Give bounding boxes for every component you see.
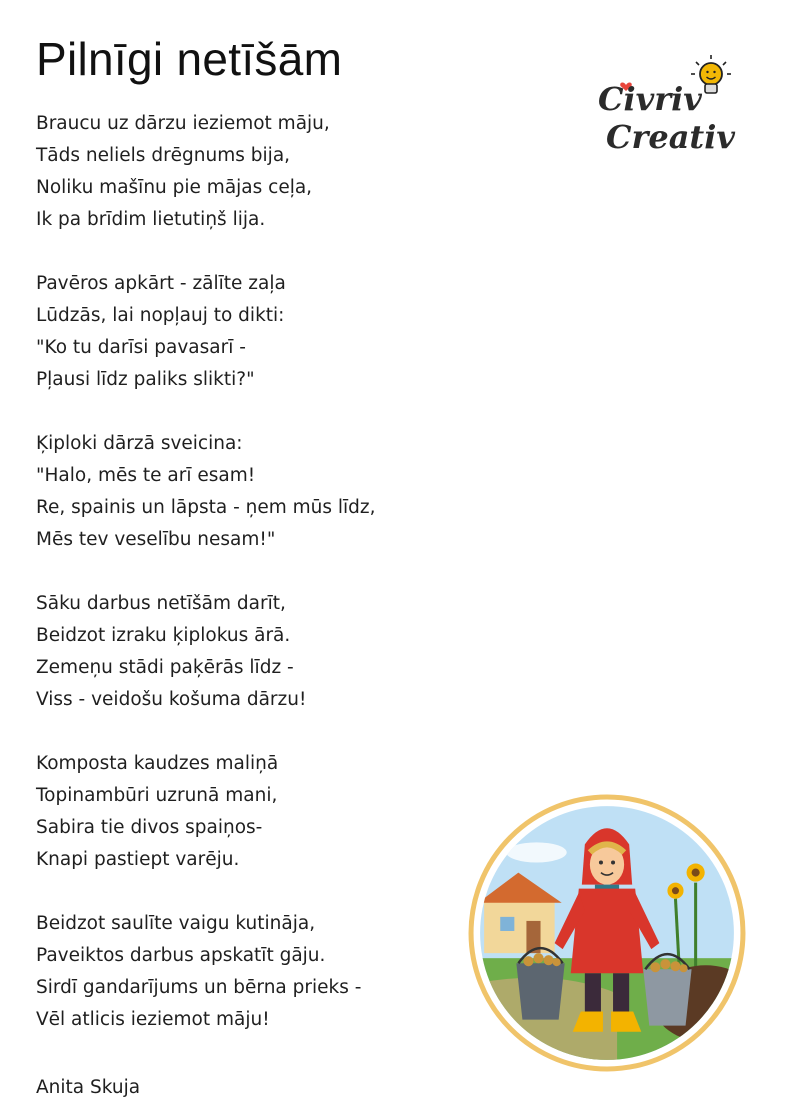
- poem-line: Re, spainis un lāpsta - ņem mūs līdz,: [36, 497, 376, 518]
- poem-line: Braucu uz dārzu ieziemot māju,: [36, 113, 330, 134]
- page-title: Pilnīgi netīšām: [36, 33, 343, 85]
- poem-line: Ik pa brīdim lietutiņš lija.: [36, 209, 266, 230]
- poem-line: Viss - veidošu košuma dārzu!: [36, 689, 307, 710]
- author-name: Anita Skuja: [36, 1077, 141, 1098]
- poem-line: Topinambūri uzrunā mani,: [36, 785, 278, 806]
- poem-line: Komposta kaudzes maliņā: [36, 753, 279, 774]
- poem-line: Noliku mašīnu pie mājas ceļa,: [36, 177, 313, 198]
- cloud: [506, 842, 566, 862]
- poem-line: Sāku darbus netīšām darīt,: [36, 593, 286, 614]
- poem-line: Mēs tev veselību nesam!": [36, 529, 276, 550]
- poem-line: "Ko tu darīsi pavasarī -: [36, 337, 246, 358]
- poem-line: Paveiktos darbus apskatīt gāju.: [36, 945, 326, 966]
- logo-line1: Civriv: [598, 80, 702, 118]
- poem-line: Sabira tie divos spaiņos-: [36, 817, 263, 838]
- civriv-creativ-logo: [594, 52, 744, 162]
- gardener-illustration: [466, 792, 748, 1074]
- poem-line: Pavēros apkārt - zālīte zaļa: [36, 273, 286, 294]
- stanza: [36, 588, 456, 716]
- poem-line: Zemeņu stādi paķērās līdz -: [36, 657, 294, 678]
- poem-line: "Halo, mēs te arī esam!: [36, 465, 256, 486]
- logo-line2: Creativ: [606, 118, 735, 156]
- poem-line: Vēl atlicis ieziemot māju!: [36, 1009, 270, 1030]
- poem-line: Beidzot izraku ķiplokus ārā.: [36, 625, 291, 646]
- poem: [36, 108, 456, 1068]
- poem-line: Knapi pastiept varēju.: [36, 849, 240, 870]
- stanza: [36, 428, 456, 556]
- poem-line: Tāds neliels drēgnums bija,: [36, 145, 291, 166]
- stanza: [36, 908, 456, 1036]
- stanza: [36, 108, 456, 236]
- stanza: [36, 268, 456, 396]
- poem-line: Beidzot saulīte vaigu kutināja,: [36, 913, 316, 934]
- stanza: [36, 748, 456, 876]
- poem-line: Lūdzās, lai nopļauj to dikti:: [36, 305, 285, 326]
- poem-line: Pļausi līdz paliks slikti?": [36, 369, 255, 390]
- poem-line: Sirdī gandarījums un bērna prieks -: [36, 977, 362, 998]
- poem-line: Ķiploki dārzā sveicina:: [36, 433, 243, 454]
